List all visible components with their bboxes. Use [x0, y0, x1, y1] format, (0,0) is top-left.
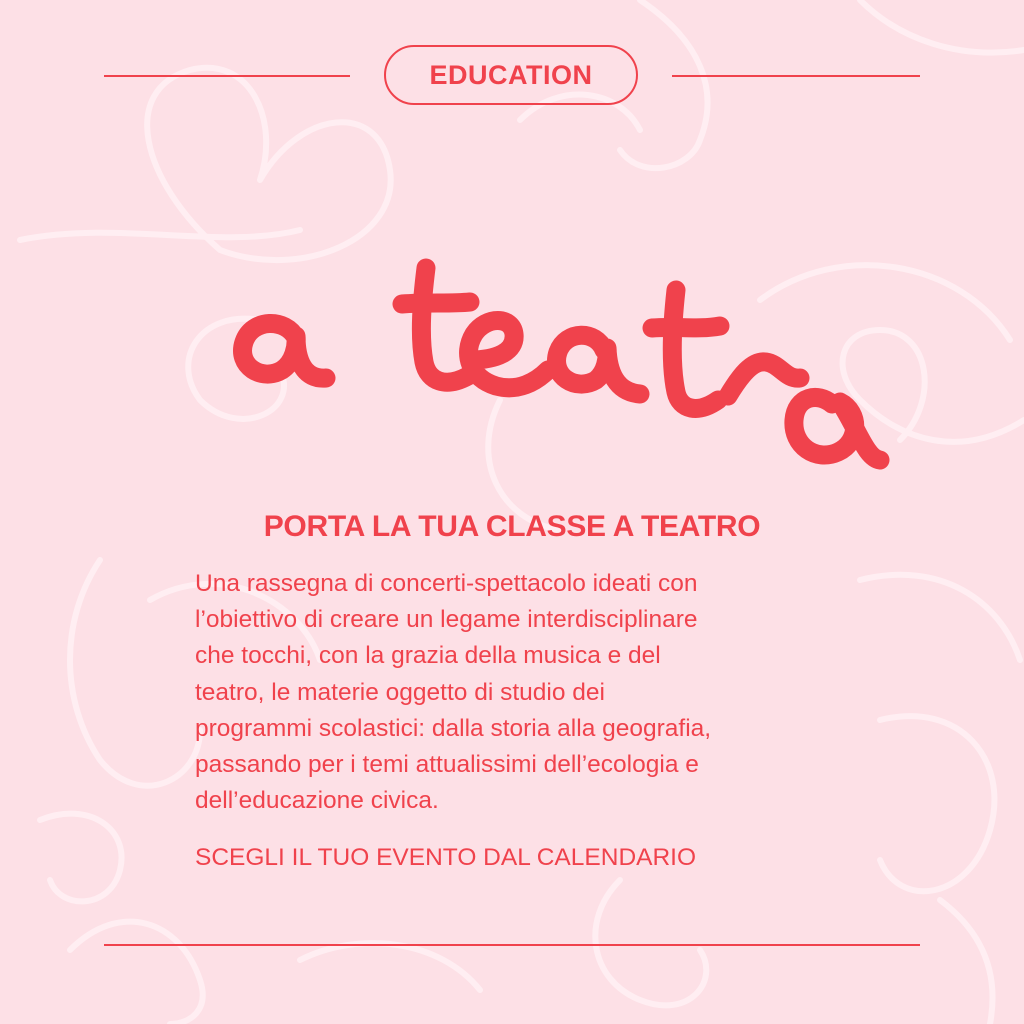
description-line: passando per i temi attualissimi dell’ecologia e — [195, 751, 699, 779]
description-line: dell’educazione civica. — [195, 787, 439, 815]
top-left-divider — [104, 75, 350, 77]
education-badge — [384, 45, 638, 105]
a-teatro-script-title — [220, 255, 900, 485]
bottom-divider — [104, 944, 920, 946]
description-line: l’obiettivo di creare un legame interdisciplinare — [195, 606, 698, 634]
calendar-call-to-action: SCEGLI IL TUO EVENTO DAL CALENDARIO — [195, 844, 697, 871]
description-line: programmi scolastici: dalla storia alla geografia, — [195, 714, 712, 742]
education-badge-label: EDUCATION — [429, 59, 593, 90]
description — [195, 566, 855, 819]
description-line: teatro, le materie oggetto di studio dei — [195, 678, 605, 706]
subtitle: PORTA LA TUA CLASSE A TEATRO — [263, 510, 761, 543]
top-right-divider — [672, 75, 920, 77]
description-line: che tocchi, con la grazia della musica e del — [195, 642, 661, 670]
description-line: Una rassegna di concerti-spettacolo ideati con — [195, 570, 698, 597]
